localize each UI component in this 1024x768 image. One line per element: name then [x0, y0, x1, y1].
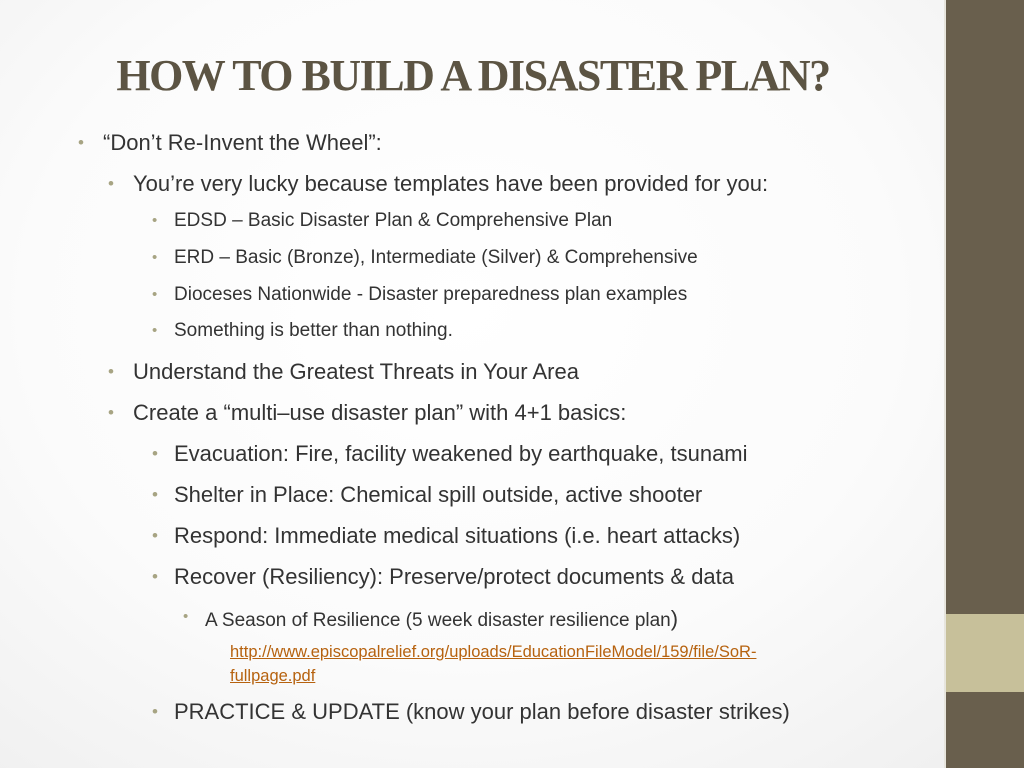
bullet-icon: •	[152, 286, 158, 303]
bullet-icon: •	[78, 133, 84, 152]
list-item	[152, 482, 703, 508]
list-item-text: Understand the Greatest Threats in Your Area	[133, 359, 579, 384]
list-item	[108, 171, 769, 197]
list-item-text: EDSD – Basic Disaster Plan & Comprehensive Plan	[174, 210, 613, 231]
bullet-icon: •	[152, 212, 158, 229]
bullet-icon: •	[152, 249, 158, 266]
list-item-text: You’re very lucky because templates have been provided for you:	[133, 171, 769, 196]
list-item-text: ERD – Basic (Bronze), Intermediate (Silver) & Comprehensive	[174, 247, 698, 268]
list-item-text: A Season of Resilience (5 week disaster resilience plan	[205, 610, 671, 631]
list-item	[152, 284, 688, 306]
list-item-text: PRACTICE & UPDATE (know your plan before disaster strikes)	[174, 699, 790, 724]
bullet-icon: •	[152, 526, 158, 545]
list-item	[108, 359, 579, 385]
resource-link-line1[interactable]: http://www.episcopalrelief.org/uploads/EducationFileModel/159/file/SoR-	[230, 643, 757, 661]
list-item	[152, 441, 748, 467]
list-item	[78, 130, 382, 156]
list-item	[152, 247, 698, 269]
list-item	[152, 320, 453, 342]
list-item-text: Dioceses Nationwide - Disaster preparedness plan examples	[174, 284, 688, 305]
list-item-text: Create a “multi–use disaster plan” with 4+1 basics:	[133, 400, 627, 425]
list-item-text: Shelter in Place: Chemical spill outside, active shooter	[174, 482, 703, 507]
list-item-suffix: )	[670, 606, 679, 631]
bullet-icon: •	[152, 322, 158, 339]
list-item	[152, 564, 735, 590]
list-item-text: Respond: Immediate medical situations (i.e. heart attacks)	[174, 523, 741, 548]
sidebar-accent-block	[946, 614, 1024, 692]
bullet-icon: •	[108, 174, 114, 193]
list-item	[152, 699, 790, 725]
bullet-icon: •	[152, 567, 158, 586]
list-item-text: Recover (Resiliency): Preserve/protect documents & data	[174, 564, 735, 589]
list-item-text: “Don’t Re-Invent the Wheel”:	[103, 130, 382, 155]
resource-link-line2[interactable]: fullpage.pdf	[230, 667, 316, 685]
bullet-icon: •	[108, 362, 114, 381]
bullet-icon: •	[108, 403, 114, 422]
list-item	[152, 210, 613, 232]
list-item-text: Something is better than nothing.	[174, 320, 453, 341]
list-item	[108, 400, 627, 426]
bullet-icon: •	[152, 702, 158, 721]
bullet-icon: •	[152, 485, 158, 504]
list-item	[183, 606, 679, 632]
bullet-icon: •	[152, 444, 158, 463]
list-item	[152, 523, 741, 549]
slide-title: HOW TO BUILD A DISASTER PLAN?	[116, 51, 830, 100]
bullet-icon: •	[183, 608, 189, 625]
list-item-text: Evacuation: Fire, facility weakened by earthquake, tsunami	[174, 441, 748, 466]
